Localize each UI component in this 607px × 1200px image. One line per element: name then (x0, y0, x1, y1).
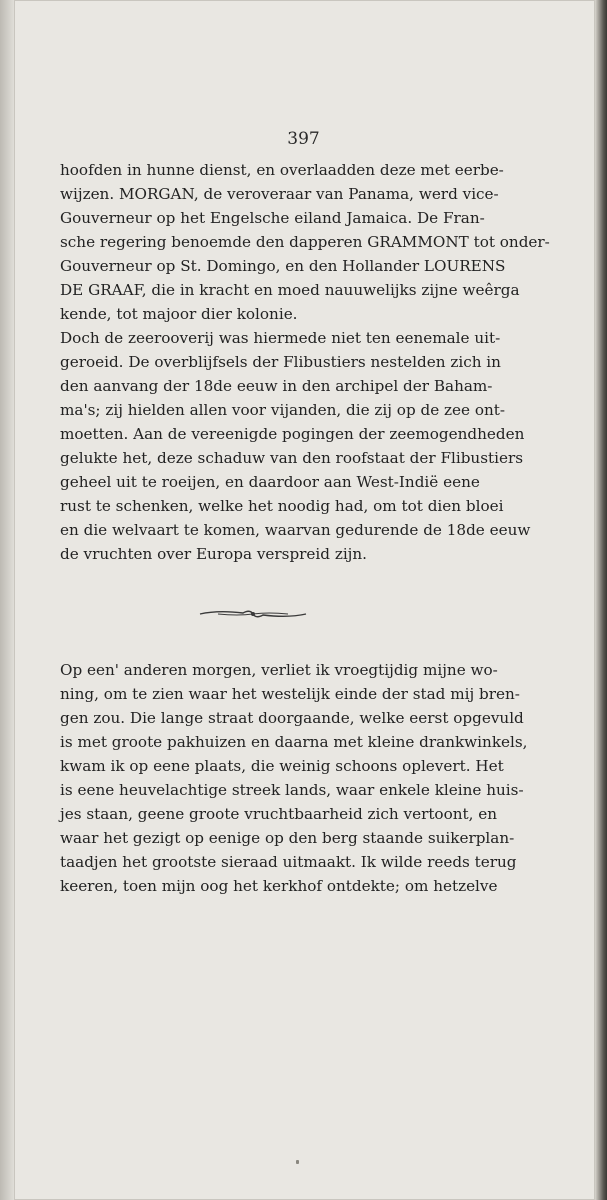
text-line: Gouverneur op het Engelsche eiland Jamaica. De Fran- (60, 209, 485, 227)
divider-flourish-icon (198, 607, 308, 621)
text-line: is eene heuvelachtige streek lands, waar enkele kleine huis- (60, 781, 524, 799)
text-line: ning, om te zien waar het westelijk einde der stad mij bren- (60, 685, 520, 703)
text-line: gelukte het, deze schaduw van den roofstaat der Flibustiers (60, 449, 524, 467)
text-line: moetten. Aan de vereenigde pogingen der zeemogendheden (60, 425, 525, 443)
text-line: den aanvang der 18de eeuw in den archipel der Baham- (60, 377, 493, 395)
paper-speck (296, 1160, 299, 1164)
page-number: 397 (287, 129, 320, 149)
text-line: de vruchten over Europa verspreid zijn. (60, 545, 367, 563)
text-line: taadjen het grootste sieraad uitmaakt. Ik wilde reeds terug (60, 853, 517, 871)
page-gutter-shadow (0, 0, 14, 1200)
text-line: wijzen. MORGAN, de veroveraar van Panama, werd vice- (60, 185, 499, 203)
text-line: rust te schenken, welke het noodig had, om tot dien bloei (60, 497, 504, 515)
text-line: kwam ik op eene plaats, die weinig schoons oplevert. Het (60, 757, 504, 775)
text-line: kende, tot majoor dier kolonie. (60, 305, 298, 323)
text-line: is met groote pakhuizen en daarna met kleine drankwinkels, (60, 733, 528, 751)
text-line: waar het gezigt op eenige op den berg staande suikerplan- (60, 829, 515, 847)
upper-text-block (60, 158, 550, 566)
paragraph-2 (60, 326, 531, 566)
text-line: geheel uit te roeijen, en daardoor aan West-Indië eene (60, 473, 480, 491)
lower-text-block (60, 658, 528, 898)
text-line: ma's; zij hielden allen voor vijanden, die zij op de zee ont- (60, 401, 506, 419)
text-line: Op een' anderen morgen, verliet ik vroegtijdig mijne wo- (60, 661, 498, 679)
text-line: sche regering benoemde den dapperen GRAMMONT tot onder- (60, 233, 550, 251)
text-line: Doch de zeerooverij was hiermede niet ten eenemale uit- (60, 329, 501, 347)
text-line: gen zou. Die lange straat doorgaande, welke eerst opgevuld (60, 709, 524, 727)
text-line: Gouverneur op St. Domingo, en den Hollander LOURENS (60, 257, 506, 275)
text-line: keeren, toen mijn oog het kerkhof ontdekte; om hetzelve (60, 877, 498, 895)
text-line: hoofden in hunne dienst, en overlaadden deze met eerbe- (60, 161, 504, 179)
page-edge-shadow (595, 0, 607, 1200)
text-line: jes staan, geene groote vruchtbaarheid zich vertoont, en (60, 805, 498, 823)
paragraph-1 (60, 158, 550, 326)
paragraph-3 (60, 658, 528, 898)
text-line: en die welvaart te komen, waarvan gedurende de 18de eeuw (60, 521, 531, 539)
text-line: geroeid. De overblijfsels der Flibustiers nestelden zich in (60, 353, 501, 371)
text-line: DE GRAAF, die in kracht en moed nauuwelijks zijne weêrga (60, 281, 520, 299)
